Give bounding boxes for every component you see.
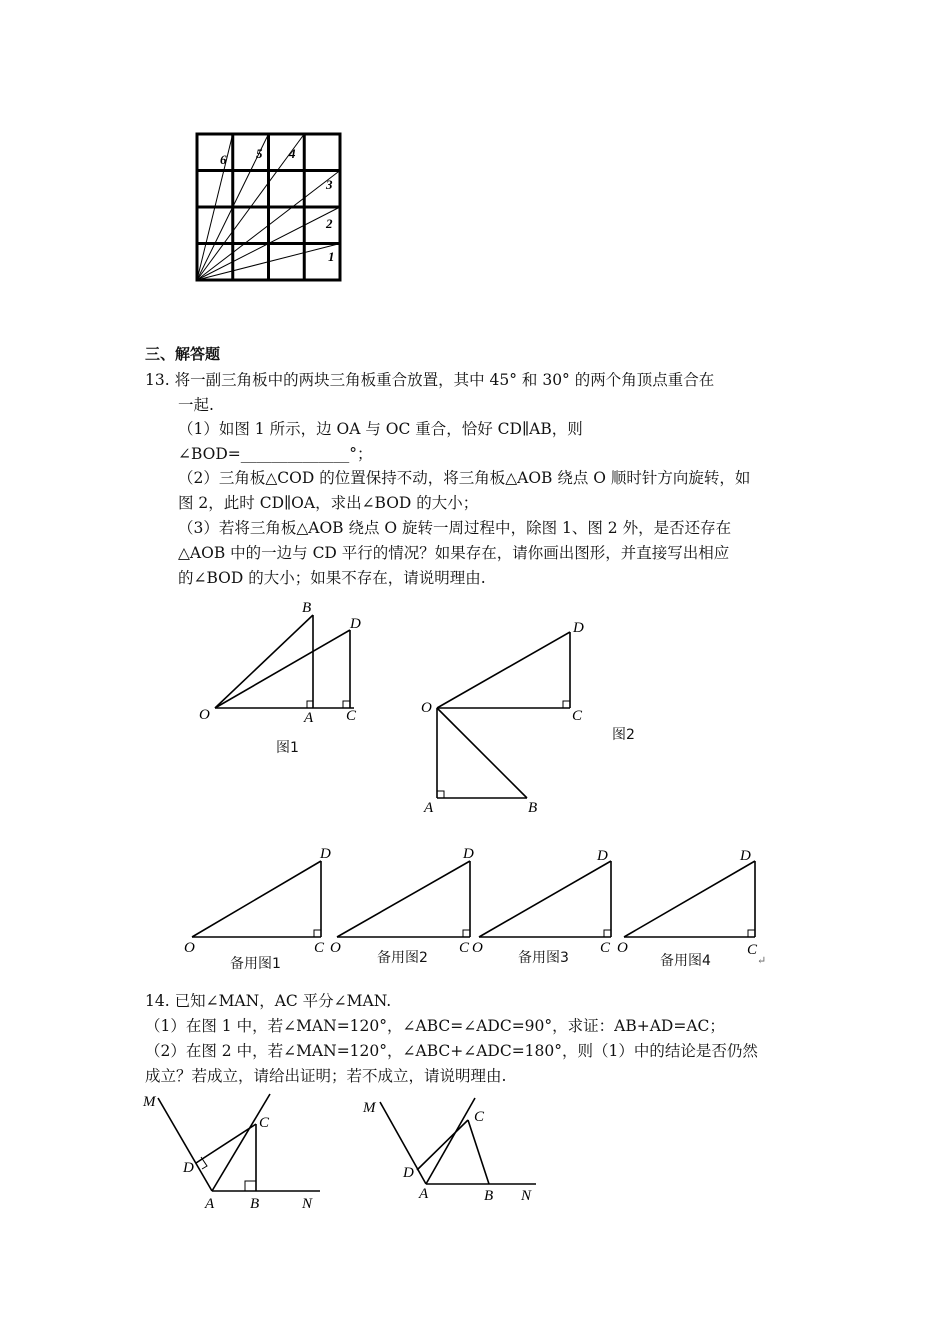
- q13-figure-2-caption: 图2: [612, 727, 635, 743]
- q14-fig1-label-N: N: [302, 1196, 313, 1212]
- fig2-label-O: O: [421, 700, 432, 716]
- spare1-label-D: D: [320, 846, 331, 862]
- q14-part1: （1）在图 1 中，若∠MAN=120°，∠ABC=∠ADC=90°，求证：AB+AD=AC；: [145, 1017, 725, 1035]
- grid-rays-figure: [180, 125, 360, 295]
- spare1-label-C: C: [314, 940, 325, 956]
- fig1-label-O: O: [199, 707, 210, 723]
- spare2-label-O: O: [330, 940, 341, 956]
- q13-spare-caption-1: 备用图1: [230, 956, 281, 972]
- q14-fig2-label-C: C: [474, 1109, 485, 1125]
- fig1-label-A: A: [304, 710, 314, 726]
- spare2-label-D: D: [463, 846, 474, 862]
- q13-line1: 13. 将一副三角板中的两块三角板重合放置，其中 45° 和 30° 的两个角顶点重合在: [145, 371, 715, 389]
- spare4-label-O: O: [617, 940, 628, 956]
- fig1-label-C: C: [346, 708, 357, 724]
- q13-part2-b: 图 2，此时 CD∥OA，求出∠BOD 的大小；: [178, 494, 479, 512]
- spare4-label-C: C: [747, 942, 758, 958]
- fig2-label-C: C: [572, 708, 583, 724]
- q13-part3-c: 的∠BOD 的大小；如果不存在，请说明理由.: [178, 569, 486, 587]
- q13-part3-a: （3）若将三角板△AOB 绕点 O 旋转一周过程中，除图 1、图 2 外，是否还存在: [178, 519, 732, 537]
- q14-figure-2: [358, 1090, 558, 1210]
- spare4-label-D: D: [740, 848, 751, 864]
- fig2-label-A: A: [424, 800, 434, 816]
- fig2-label-B: B: [528, 800, 538, 816]
- q14-fig2-label-M: M: [363, 1100, 376, 1116]
- q14-fig1-label-B: B: [250, 1196, 260, 1212]
- q14-fig2-label-D: D: [403, 1165, 414, 1181]
- ray-label-2: 2: [326, 216, 333, 231]
- section-title: 三、解答题: [145, 345, 221, 363]
- q14-part2-b: 成立？若成立，请给出证明；若不成立，请说明理由.: [145, 1067, 507, 1085]
- q14-fig1-label-A: A: [205, 1196, 215, 1212]
- spare1-label-O: O: [184, 940, 195, 956]
- q13-spare-caption-3: 备用图3: [518, 950, 569, 966]
- q14-fig1-label-M: M: [143, 1094, 156, 1110]
- q14-figure-1: [138, 1090, 338, 1215]
- q14-fig2-label-A: A: [419, 1186, 429, 1202]
- spare3-label-D: D: [597, 848, 608, 864]
- q13-figure-1-caption: 图1: [276, 740, 299, 756]
- q13-part2-a: （2）三角板△COD 的位置保持不动，将三角板△AOB 绕点 O 顺时针方向旋转，如: [178, 469, 751, 487]
- q13-spare-caption-2: 备用图2: [377, 950, 428, 966]
- q13-part1-a: （1）如图 1 所示，边 OA 与 OC 重合，恰好 CD∥AB，则: [178, 420, 583, 438]
- spare3-label-O: O: [472, 940, 483, 956]
- fig1-label-D: D: [350, 616, 361, 632]
- q14-fig2-label-N: N: [521, 1188, 532, 1204]
- fig2-label-D: D: [573, 620, 584, 636]
- ray-label-4: 4: [289, 146, 296, 161]
- q14-fig2-label-B: B: [484, 1188, 494, 1204]
- ray-label-1: 1: [328, 249, 335, 264]
- fig1-label-B: B: [302, 600, 312, 616]
- ray-label-5: 5: [256, 146, 263, 161]
- q13-spare-figure-2: [325, 842, 485, 956]
- q13-spare-figure-1: [180, 842, 340, 956]
- q13-part3-b: △AOB 中的一边与 CD 平行的情况？如果存在，请你画出图形，并直接写出相应: [178, 544, 730, 562]
- q14-line1: 14. 已知∠MAN，AC 平分∠MAN.: [145, 992, 392, 1010]
- q13-figure-1: [190, 595, 380, 730]
- q13-spare-caption-4: 备用图4: [660, 953, 711, 969]
- q14-fig1-label-C: C: [259, 1115, 270, 1131]
- ray-label-3: 3: [326, 177, 333, 192]
- q14-part2-a: （2）在图 2 中，若∠MAN=120°，∠ABC+∠ADC=180°，则（1）中的结论是否仍然: [145, 1042, 758, 1060]
- spare2-label-C: C: [459, 940, 470, 956]
- q13-spare-figure-3: [467, 842, 627, 956]
- q13-part1-b: ∠BOD=______________°；: [178, 445, 373, 463]
- spare3-label-C: C: [600, 940, 611, 956]
- q13-line2: 一起.: [178, 396, 214, 414]
- return-mark-icon: ↵: [757, 955, 767, 967]
- q13-figure-2: [410, 612, 610, 817]
- ray-label-6: 6: [220, 152, 227, 167]
- q14-fig1-label-D: D: [183, 1160, 194, 1176]
